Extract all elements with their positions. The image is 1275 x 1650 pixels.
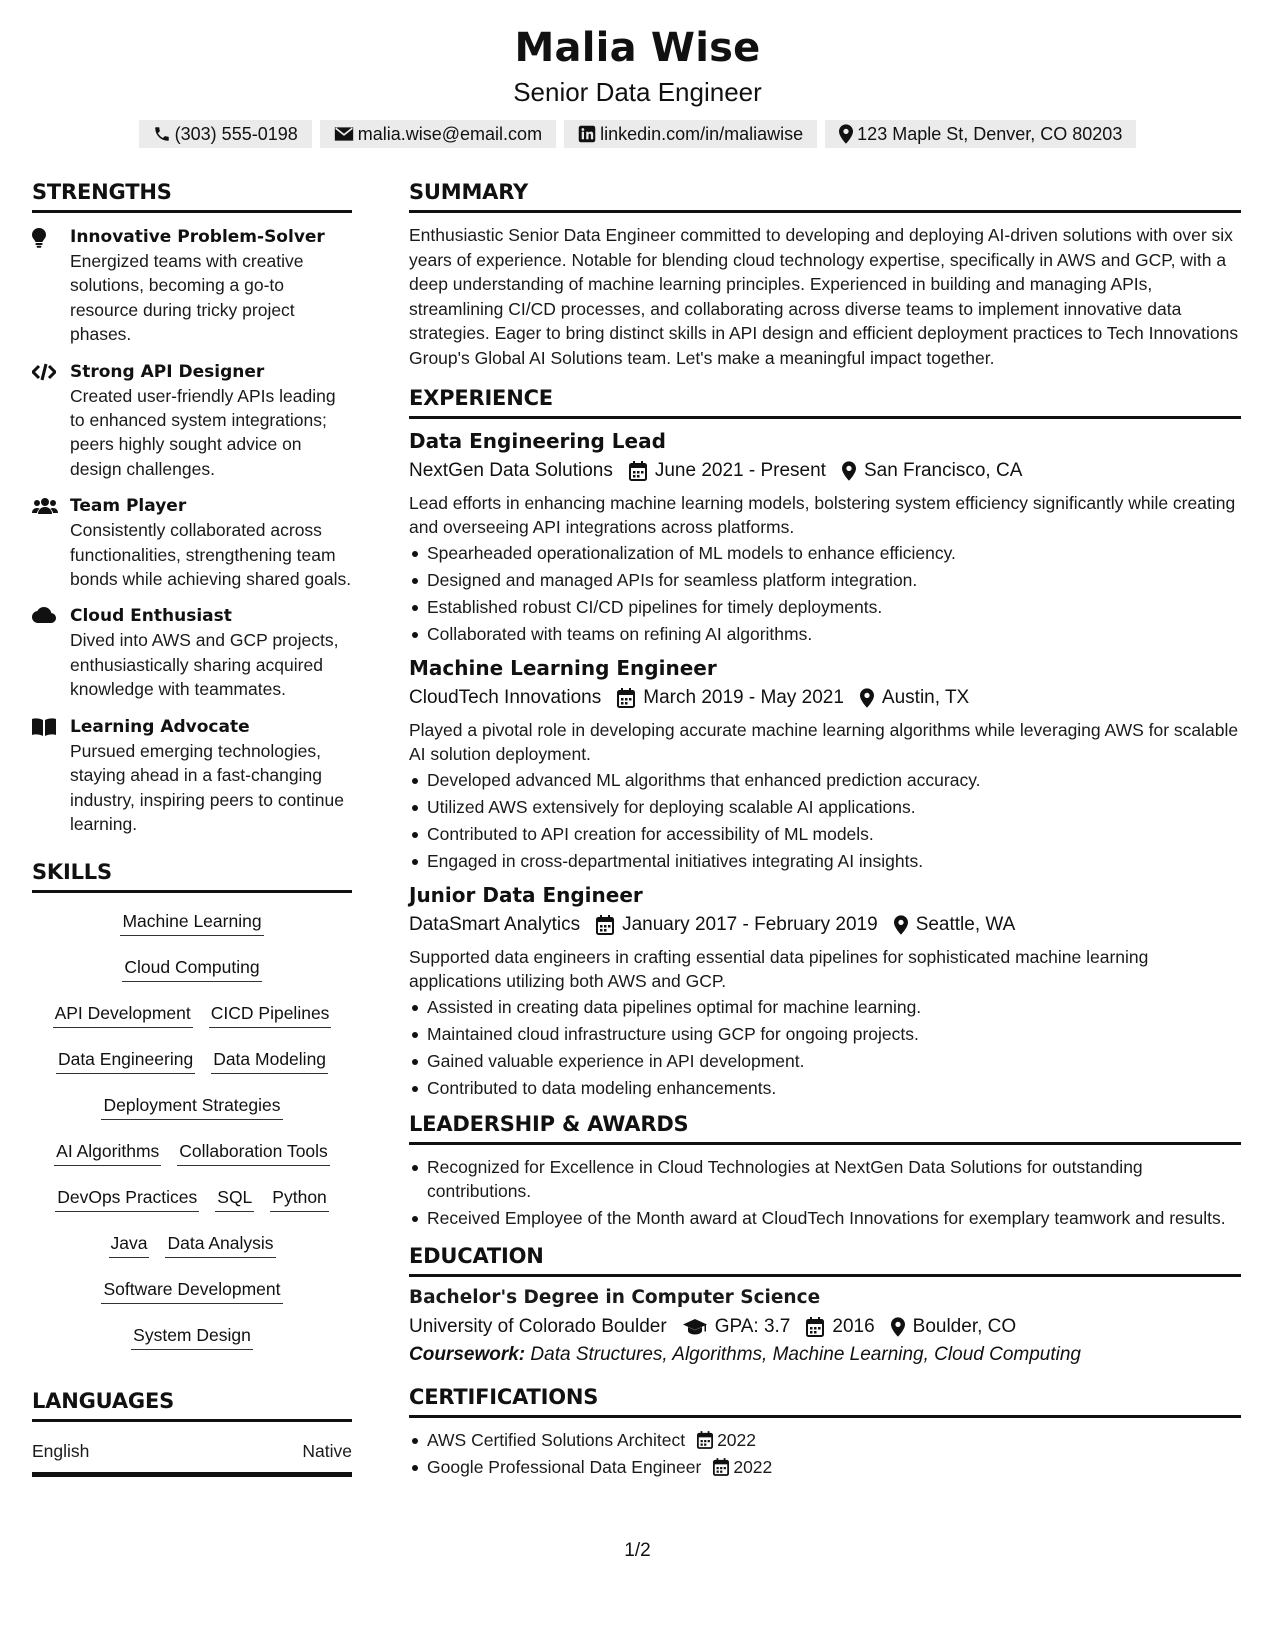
calendar-icon	[629, 461, 647, 481]
certification-year: 2022	[717, 1430, 757, 1450]
contact-linkedin[interactable]	[564, 120, 817, 148]
summary-text: Enthusiastic Senior Data Engineer committed to developing and deploying AI-driven solutions with over six years of experience. Notable for blending cloud technology expertise, specifically in AWS and GCP, with a deep understanding of machine learning principles. Experienced in building and managing APIs, streamlining CI/CD processes, and collaborating across diverse teams to implement innovative data strategies. Eager to bring distinct skills in API design and efficient deployment practices to Tech Innovations Group's Global AI Solutions team. Let's make a meaningful impact together.	[409, 225, 1239, 368]
skill-tag: Data Analysis	[165, 1231, 275, 1258]
contact-bar	[0, 120, 1275, 148]
strength-desc: Dived into AWS and GCP projects, enthusiastically sharing acquired knowledge with teammates.	[70, 630, 339, 700]
strengths-heading: STRENGTHS	[32, 178, 352, 213]
strength-desc: Consistently collaborated across functionalities, strengthening team bonds while achieving shared goals.	[70, 520, 352, 590]
calendar-icon	[697, 1431, 713, 1449]
contact-phone-text: (303) 555-0198	[174, 123, 298, 144]
left-column	[32, 178, 352, 1477]
skills-row	[32, 905, 352, 951]
certifications-heading: CERTIFICATIONS	[409, 1383, 1241, 1418]
lightbulb-icon	[32, 228, 46, 248]
calendar-icon	[617, 688, 635, 708]
skills-row	[32, 1043, 352, 1089]
job-bullet: Assisted in creating data pipelines optimal for machine learning.	[409, 995, 1241, 1019]
strength-title: Learning Advocate	[70, 716, 250, 737]
contact-linkedin-text: linkedin.com/in/maliawise	[600, 123, 804, 144]
job-description: Supported data engineers in crafting essential data pipelines for sophisticated machine learning applications utilizing both AWS and GCP.	[409, 947, 1149, 991]
job-bullets	[409, 768, 1241, 873]
education-location: Boulder, CO	[912, 1316, 1017, 1337]
skills-row	[32, 951, 352, 997]
award-item: Received Employee of the Month award at CloudTech Innovations for exemplary teamwork and results.	[409, 1206, 1241, 1230]
job-description: Played a pivotal role in developing accurate machine learning algorithms while leveraging AWS for scalable AI solution deployment.	[409, 720, 1239, 764]
strength-title: Cloud Enthusiast	[70, 606, 232, 627]
education-year: 2016	[832, 1316, 875, 1337]
right-column	[409, 178, 1241, 1482]
job-entry	[409, 427, 1241, 646]
leadership-list	[409, 1155, 1241, 1230]
job-meta	[409, 684, 1241, 712]
linkedin-icon	[578, 125, 596, 143]
certification-name: AWS Certified Solutions Architect	[427, 1430, 686, 1450]
skills-row	[32, 1227, 352, 1273]
education-meta	[409, 1313, 1241, 1341]
job-bullets	[409, 541, 1241, 646]
skills-row	[32, 997, 352, 1043]
job-dates: January 2017 - February 2019	[622, 914, 878, 935]
job-location: San Francisco, CA	[863, 460, 1023, 481]
job-entry	[409, 881, 1241, 1100]
certification-name: Google Professional Data Engineer	[427, 1457, 702, 1477]
job-meta	[409, 457, 1241, 485]
skill-tag: Java	[109, 1231, 150, 1258]
candidate-role: Senior Data Engineer	[513, 77, 762, 107]
cloud-icon	[32, 607, 56, 623]
map-pin-icon	[842, 461, 856, 481]
strength-item	[32, 604, 352, 701]
calendar-icon	[596, 915, 614, 935]
calendar-icon	[806, 1317, 824, 1337]
job-title: Machine Learning Engineer	[409, 656, 717, 680]
job-meta	[409, 911, 1241, 939]
contact-email[interactable]	[320, 120, 556, 148]
certification-item	[409, 1428, 1241, 1452]
job-bullet: Established robust CI/CD pipelines for timely deployments.	[409, 595, 1241, 619]
map-pin-icon	[860, 688, 874, 708]
job-bullet: Engaged in cross-departmental initiatives integrating AI insights.	[409, 849, 1241, 873]
job-bullet: Designed and managed APIs for seamless platform integration.	[409, 568, 1241, 592]
job-bullet: Gained valuable experience in API development.	[409, 1049, 1241, 1073]
strength-desc: Energized teams with creative solutions, becoming a go-to resource during tricky project phases.	[70, 251, 304, 345]
skill-tag: Software Development	[101, 1277, 282, 1304]
education-heading: EDUCATION	[409, 1242, 1241, 1277]
skill-tag: Data Modeling	[211, 1047, 328, 1074]
envelope-icon	[334, 126, 354, 142]
strength-desc: Pursued emerging technologies, staying ahead in a fast-changing industry, inspiring peers to continue learning.	[70, 740, 344, 834]
leadership-heading: LEADERSHIP & AWARDS	[409, 1110, 1241, 1145]
strength-item	[32, 360, 352, 482]
skills-row	[32, 1273, 352, 1319]
strength-item	[32, 225, 352, 347]
resume-header	[0, 22, 1275, 148]
graduation-cap-icon	[683, 1318, 707, 1336]
certification-item	[409, 1455, 1241, 1479]
contact-email-text: malia.wise@email.com	[357, 123, 543, 144]
skill-tag: API Development	[53, 1001, 193, 1028]
job-bullet: Collaborated with teams on refining AI algorithms.	[409, 622, 1241, 646]
certification-year: 2022	[733, 1457, 773, 1477]
job-entry	[409, 654, 1241, 873]
award-item: Recognized for Excellence in Cloud Technologies at NextGen Data Solutions for outstanding contributions.	[409, 1155, 1241, 1203]
candidate-name: Malia Wise	[514, 25, 761, 71]
map-pin-icon	[839, 124, 853, 144]
contact-address	[825, 120, 1136, 148]
strength-item	[32, 715, 352, 837]
strength-title: Team Player	[70, 496, 187, 517]
language-name: English	[32, 1441, 90, 1462]
skill-tag: SQL	[215, 1185, 254, 1212]
languages-heading: LANGUAGES	[32, 1387, 352, 1422]
job-bullet: Utilized AWS extensively for deploying scalable AI applications.	[409, 795, 1241, 819]
skills-row	[32, 1181, 352, 1227]
job-bullet: Contributed to API creation for accessibility of ML models.	[409, 822, 1241, 846]
code-icon	[32, 363, 56, 381]
job-title: Junior Data Engineer	[409, 883, 643, 907]
summary-heading: SUMMARY	[409, 178, 1241, 213]
skill-tag: Python	[270, 1185, 328, 1212]
job-bullet: Developed advanced ML algorithms that enhanced prediction accuracy.	[409, 768, 1241, 792]
skill-tag: CICD Pipelines	[209, 1001, 332, 1028]
strength-title: Innovative Problem-Solver	[70, 227, 325, 247]
phone-icon	[153, 125, 171, 143]
skill-tag: Cloud Computing	[122, 955, 261, 982]
skills-heading: SKILLS	[32, 858, 352, 893]
job-dates: June 2021 - Present	[654, 460, 826, 481]
education-entry	[409, 1285, 1241, 1369]
education-coursework	[409, 1341, 1241, 1369]
experience-heading: EXPERIENCE	[409, 384, 1241, 419]
strength-item	[32, 494, 352, 591]
education-school: University of Colorado Boulder	[409, 1316, 667, 1337]
strength-title: Strong API Designer	[70, 361, 265, 382]
strengths-list	[32, 225, 352, 836]
skills-list	[32, 905, 352, 1365]
job-company: CloudTech Innovations	[409, 687, 602, 708]
map-pin-icon	[891, 1317, 905, 1337]
contact-address-text: 123 Maple St, Denver, CO 80203	[857, 123, 1123, 144]
job-bullet: Spearheaded operationalization of ML models to enhance efficiency.	[409, 541, 1241, 565]
certifications-list	[409, 1428, 1241, 1479]
skill-tag: AI Algorithms	[54, 1139, 161, 1166]
job-company: DataSmart Analytics	[409, 914, 581, 935]
coursework-list: Data Structures, Algorithms, Machine Learning, Cloud Computing	[530, 1344, 1081, 1365]
language-level: Native	[302, 1441, 352, 1462]
skill-tag: DevOps Practices	[55, 1185, 199, 1212]
strength-desc: Created user-friendly APIs leading to enhanced system integrations; peers highly sought advice on design challenges.	[70, 385, 336, 479]
language-item	[32, 1438, 352, 1477]
book-icon	[32, 718, 56, 736]
skill-tag: System Design	[131, 1323, 253, 1350]
education-gpa: GPA: 3.7	[714, 1316, 791, 1337]
job-location: Seattle, WA	[915, 914, 1016, 935]
skills-row	[32, 1135, 352, 1181]
job-bullets	[409, 995, 1241, 1100]
job-title: Data Engineering Lead	[409, 429, 666, 453]
education-degree: Bachelor's Degree in Computer Science	[409, 1287, 821, 1308]
contact-phone[interactable]	[139, 120, 312, 148]
skill-tag: Data Engineering	[56, 1047, 195, 1074]
job-location: Austin, TX	[881, 687, 970, 708]
job-description: Lead efforts in enhancing machine learning models, bolstering system efficiency significantly while creating and overseeing API integrations across platforms.	[409, 493, 1236, 537]
skills-row	[32, 1089, 352, 1135]
job-dates: March 2019 - May 2021	[643, 687, 844, 708]
page-number: 1/2	[624, 1540, 651, 1561]
job-bullet: Maintained cloud infrastructure using GCP for ongoing projects.	[409, 1022, 1241, 1046]
skills-row	[32, 1319, 352, 1365]
skill-tag: Collaboration Tools	[177, 1139, 330, 1166]
calendar-icon	[713, 1458, 729, 1476]
job-bullet: Contributed to data modeling enhancements.	[409, 1076, 1241, 1100]
skill-tag: Deployment Strategies	[101, 1093, 282, 1120]
coursework-label: Coursework:	[409, 1344, 526, 1365]
job-company: NextGen Data Solutions	[409, 460, 613, 481]
skill-tag: Machine Learning	[120, 909, 263, 936]
map-pin-icon	[894, 915, 908, 935]
users-icon	[32, 497, 58, 515]
